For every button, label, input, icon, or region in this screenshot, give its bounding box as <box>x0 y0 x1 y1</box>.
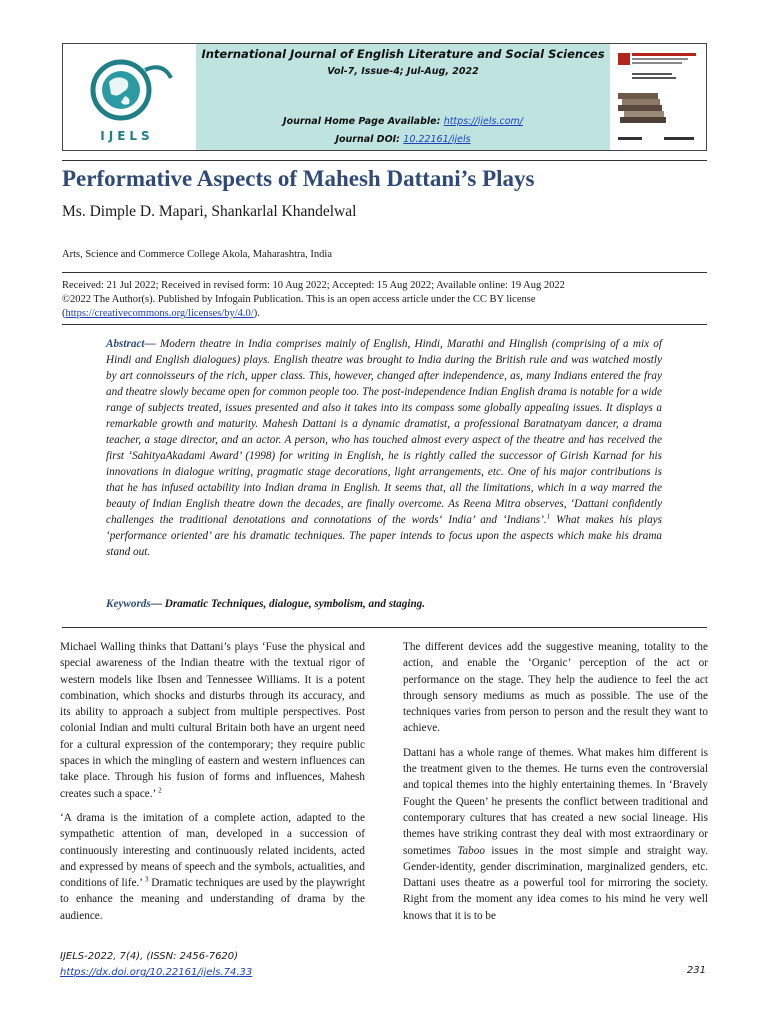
header-divider <box>62 160 707 161</box>
journal-header <box>62 43 707 151</box>
body-paragraph: The different devices add the suggestive meaning, totality to the action, and enable the ‘Organic’ perception of the act or performance on the stage. They help the audience to feel the act through sensory mediums as much as possible. The use of the techniques varies from person to person and the result they want to achieve. <box>403 641 708 735</box>
body-paragraph <box>60 810 365 924</box>
history-divider <box>62 324 707 325</box>
abstract-footnote-ref: 1 <box>546 512 551 521</box>
paragraph-text: Michael Walling thinks that Dattani’s plays ‘Fuse the physical and special awareness of the Indian theatre with the textual rigor of western models like Ibsen and Tennessee Williams. It is a potent combination, which shocks and disturbs through its accuracy, and its ability to approach a subject from multiple perspectives. Post colonial Indian and multi cultural Britain both have an urgent need for a cultural expression of the contemporary; they require public spaces in which the mingling of eastern and western influences can take place. Through his fusion of forms and influences, Mahesh creates such a space.’ <box>60 641 365 800</box>
abstract-dash: — <box>144 338 160 350</box>
page-footer <box>60 949 252 981</box>
received-dates: Received: 21 Jul 2022; Received in revised form: 10 Aug 2022; Accepted: 15 Aug 2022; Available online: 19 Aug 2022 <box>62 280 565 291</box>
journal-volume: Vol-7, Issue-4; Jul-Aug, 2022 <box>327 66 479 77</box>
journal-title: International Journal of English Literature and Social Sciences <box>201 47 605 61</box>
license-open-paren: ( <box>62 308 66 319</box>
article-authors: Ms. Dimple D. Mapari, Shankarlal Khandelwal <box>62 203 357 220</box>
footnote-ref: 3 <box>144 875 149 884</box>
abstract-text: Modern theatre in India comprises mainly of English, Hindi, Marathi and Hinglish (comprising of a mix of Hindi and English dialogues) plays. English theatre was brought to India during the British rule and was watched mostly by art connoisseurs of the rich, upper class. This, however, changed after independence, as, many Indians entered the fray and theatre slowly became open for common people too. The post-independence Indian English drama is notable for a wide range of subjects treated, issues presented and also it takes into its compass some globally appealing issues. It displays a remarkable growth and maturity. Mahesh Dattani is a dynamic dramatist, a professional Baratnatyam dancer, a drama teacher, a stage director, and an actor. A person, who has touched almost every aspect of the theatre and has received the first ‘SahityaAkadami Award’ (1998) for writing in English, he is rightly called the successor of Girish Karnad for his innovations in dialogue writing, pragmatic stage decorations, light arrangements, etc. One of his major contributions is that he has infused actability into Indian drama in English. It seems that, all the limitations, which in a way marred the beauty of Indian English theatre down the decades, are finally overcome. As Reena Mitra observes, ‘Dattani confidently challenges the traditional denotations and connotations of the words‘ India’ and ‘Indians’. <box>106 338 662 526</box>
license-close-paren: ). <box>253 308 260 319</box>
footer-doi-link[interactable]: https://dx.doi.org/10.22161/ijels.74.33 <box>60 967 253 978</box>
body-paragraph <box>403 745 708 924</box>
affiliation-divider <box>62 272 707 273</box>
journal-info <box>196 44 610 150</box>
footer-citation: IJELS-2022, 7(4), (ISSN: 2456-7620) <box>60 951 239 962</box>
logo-lettering: IJELS <box>100 129 154 143</box>
abstract-divider <box>62 627 707 628</box>
license-link-line <box>62 307 707 321</box>
article-title: Performative Aspects of Mahesh Dattani’s Plays <box>62 166 535 191</box>
paragraph-text: ‘A drama is the imitation of a complete action, adapted to the sympathetic attention of man, developed in a succession of continuously interesting and continuously related incidents, acted and expressed by means of speech and the symbols, actualities, and conditions of life.’ <box>60 811 365 890</box>
ijels-logo <box>71 52 189 144</box>
paragraph-text: Dattani has a whole range of themes. What makes him different is the treatment given to the themes. He turns even the controversial and topical themes into the highly entertaining themes. In ‘Bravely Fought the Queen’ he presents the conflict between traditional and contemporary cultures that has created a new social lineage. His themes have striking contrast they deal with most extraordinary or sometimes <box>403 746 708 857</box>
home-page-label: Journal Home Page Available: <box>283 116 444 127</box>
author-affiliation: Arts, Science and Commerce College Akola, Maharashtra, India <box>62 249 332 260</box>
keywords-text: — Dramatic Techniques, dialogue, symbolism, and staging. <box>150 598 426 610</box>
journal-doi <box>196 134 610 145</box>
license-statement: ©2022 The Author(s). Published by Infogain Publication. This is an open access article under the CC BY license <box>62 294 536 305</box>
license-link[interactable]: https://creativecommons.org/licenses/by/4.0/ <box>65 308 254 319</box>
right-column <box>403 639 708 932</box>
abstract-tail: What makes his plays ‘performance oriented’ are his dramatic techniques. The paper intends to focus upon the aspects which make his drama stand out. <box>106 514 662 558</box>
journal-home-page <box>196 116 610 127</box>
abstract-label: Abstract <box>106 338 145 350</box>
left-column <box>60 639 365 932</box>
italic-term: Taboo <box>457 844 485 857</box>
home-page-link[interactable]: https://ijels.com/ <box>443 116 523 127</box>
paragraph-text: Dramatic techniques are used by the playwright to enhance the meaning and understanding of drama by the audience. <box>60 877 365 922</box>
page-number: 231 <box>686 965 706 976</box>
abstract <box>106 336 662 560</box>
paragraph-text: issues in the most simple and straight way. Gender-identity, gender discrimination, marginalized genders, etc. Dattani uses theatre as a powerful tool for mirroring the society. Right from the moment any idea comes to his mind he very well knows that it is to be <box>403 844 709 922</box>
keywords <box>106 598 662 610</box>
journal-cover-image <box>614 49 700 147</box>
body-paragraph <box>60 639 365 802</box>
footnote-ref: 2 <box>158 785 162 794</box>
keywords-label: Keywords <box>106 598 151 610</box>
doi-link[interactable]: 10.22161/ijels <box>403 134 471 145</box>
doi-label: Journal DOI: <box>335 134 404 145</box>
article-history <box>62 279 707 321</box>
